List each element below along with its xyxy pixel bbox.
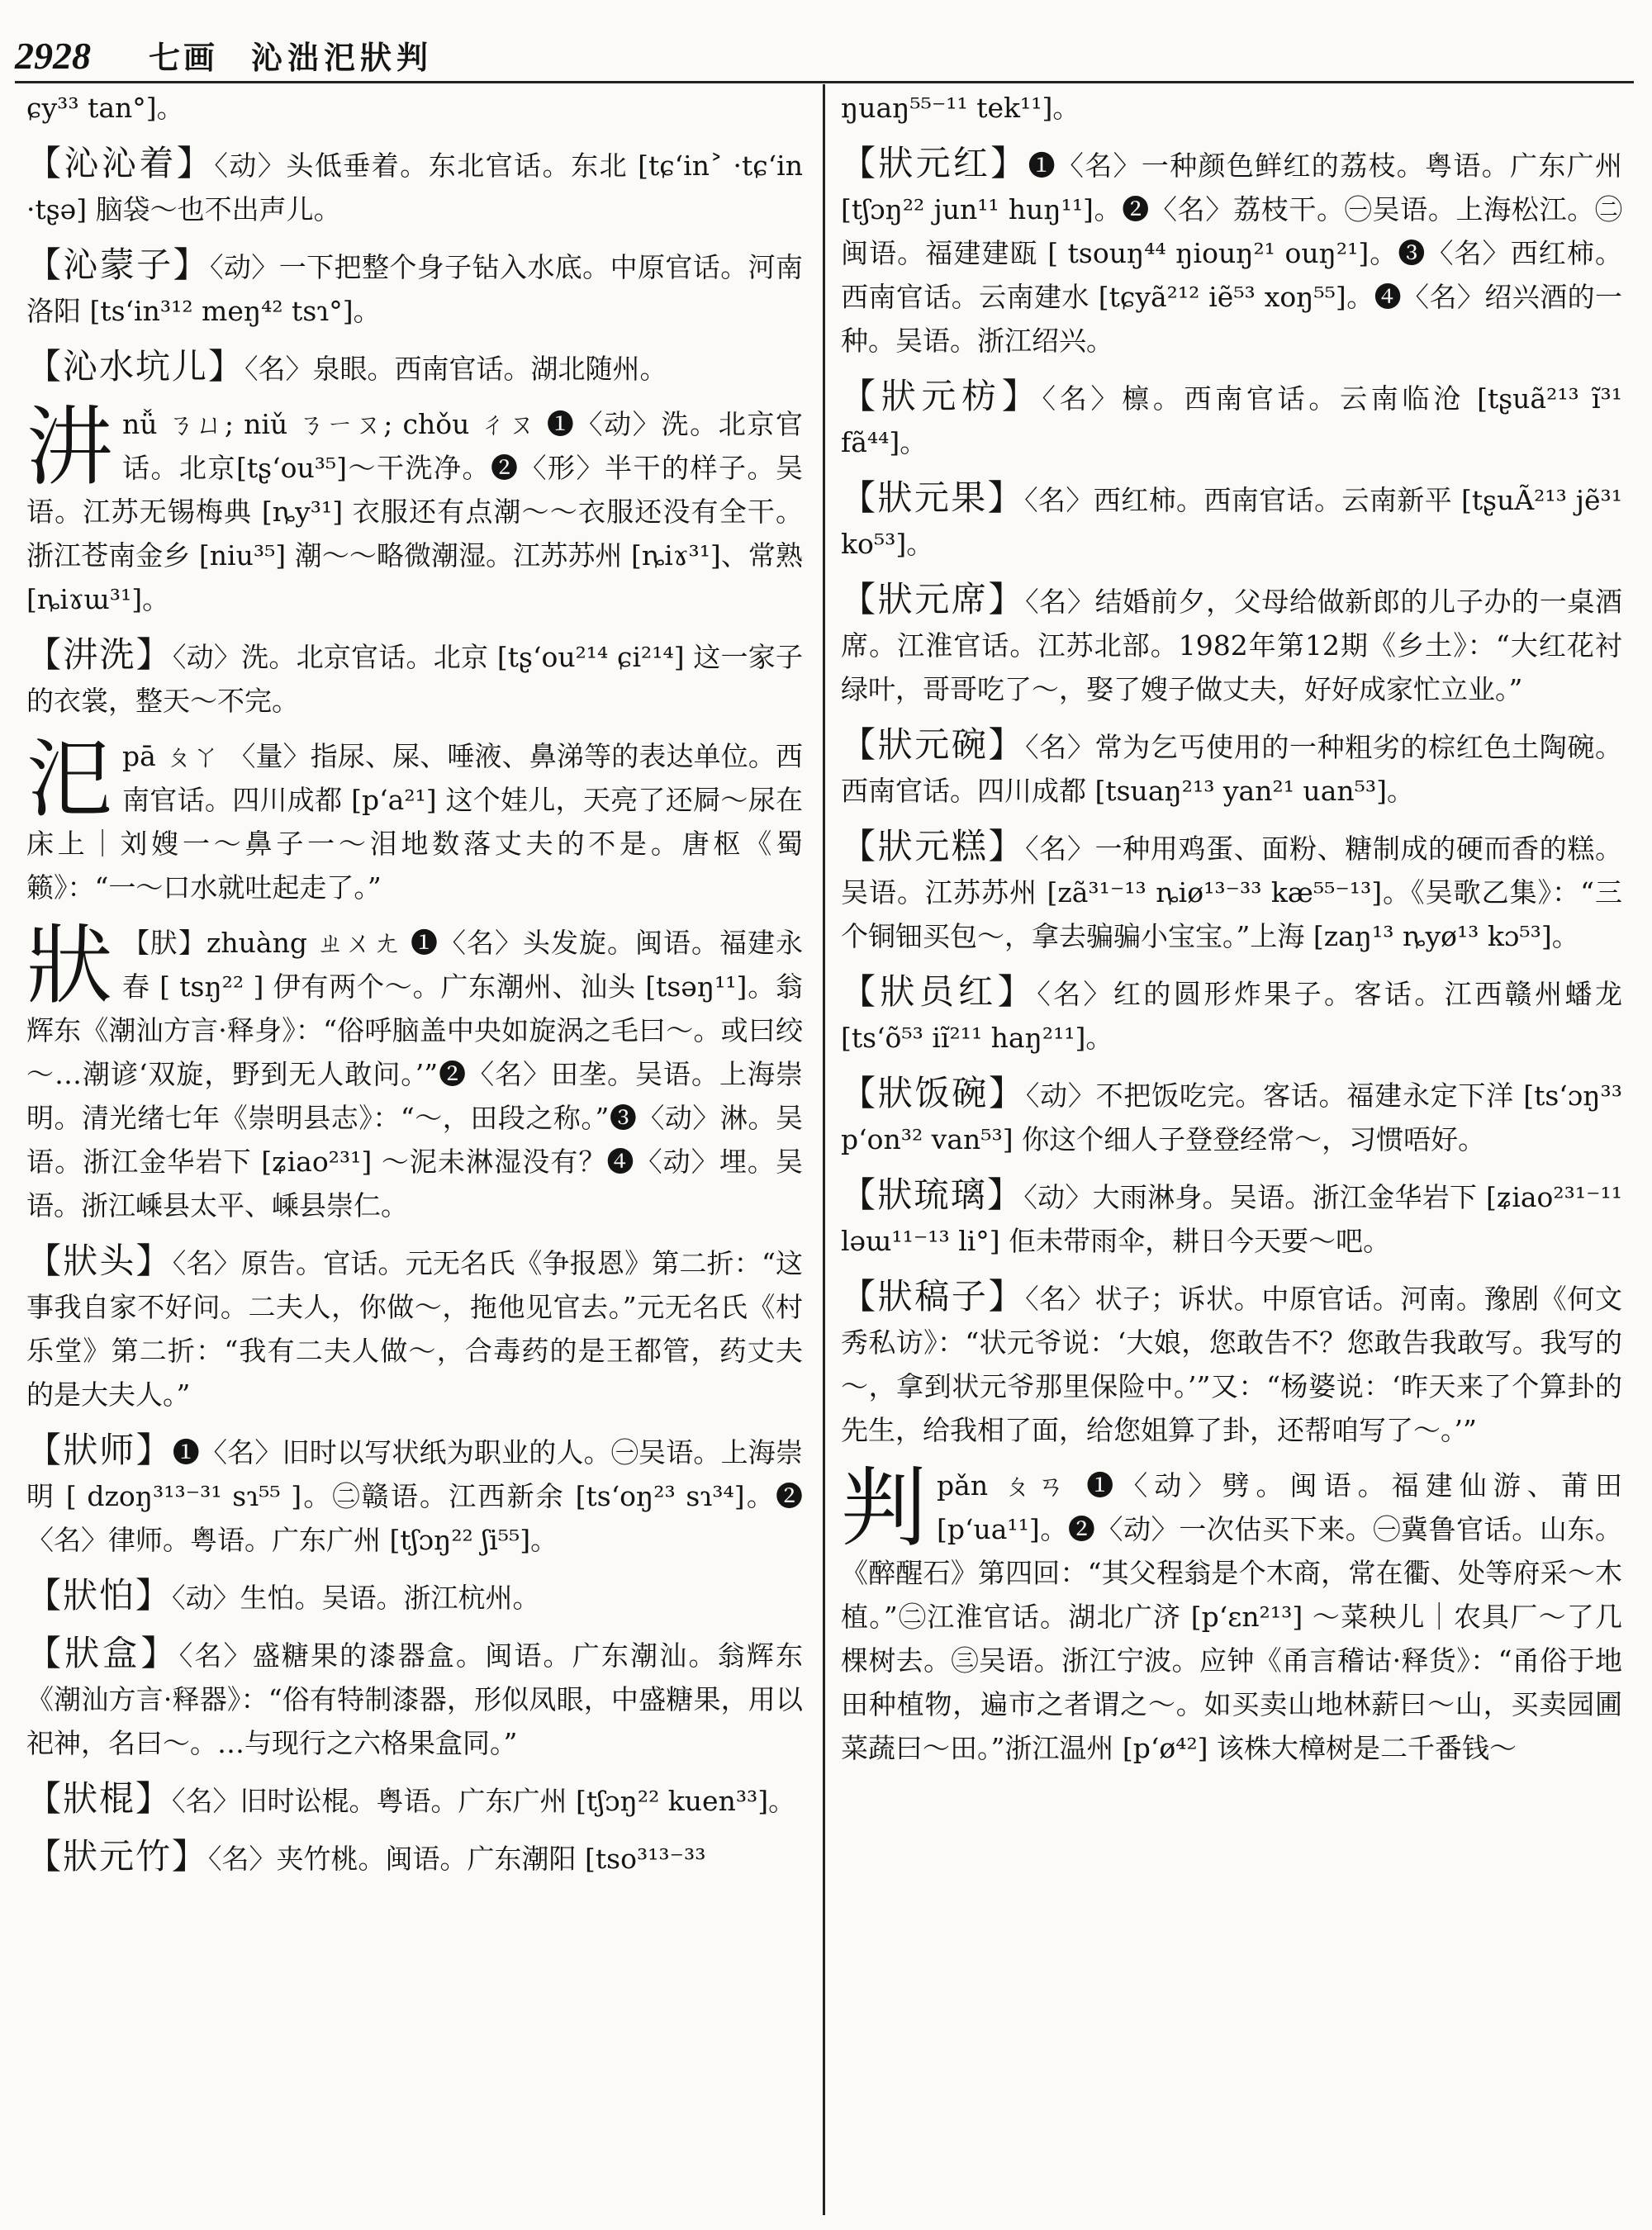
entry-headword: 【狀头】 [26, 1241, 173, 1281]
entry-char-nu [26, 396, 803, 621]
entry-definition: nǚ ㄋㄩ; niǔ ㄋㄧㄡ; chǒu ㄔㄡ ❶〈动〉洗。北京官话。北京[tʂʻou³⁵]～干洗净。❷〈形〉半干的样子。吴语。江苏无锡梅典 [ȵy³¹] 衣服还有点潮～～衣服还没有全干。浙江苍南金乡 [niu³⁵] 潮～～略微潮湿。江苏苏州 [ȵiɤ³¹]、常熟 [ȵiɤɯ³¹]。 [26, 408, 803, 615]
entry-definition: 〈名〉夹竹桃。闽语。广东潮阳 [tso³¹³⁻³³ [208, 1843, 706, 1875]
entry-headword: 【狀棍】 [26, 1778, 173, 1819]
entry-headword: 【狀元果】 [841, 477, 1025, 518]
entry-zhuanggaozi [841, 1274, 1622, 1452]
entry-headword: 【狀元枋】 [841, 376, 1042, 416]
entry-zhuanghe [26, 1631, 803, 1765]
entry-definition: 〈动〉不把饭吃完。客话。福建永定下洋 [tsʻɔŋ³³ pʻon³² van⁵³] 你这个细人子登登经常～，习惯唔好。 [841, 1079, 1622, 1155]
entry-char-pa [26, 728, 803, 909]
entry-definition: 〈名〉状子；诉状。中原官话。河南。豫剧《何文秀私访》：“状元爷说：‘大娘，您敢告不？您敢告我敢写。我写的～，拿到状元爷那里保险中。’”又：“杨婆说：‘昨天来了个算卦的先生，给我相了面，给您姐算了卦，还帮咱写了～。’” [841, 1283, 1622, 1446]
entry-headword: 【狀元红】 [841, 143, 1028, 183]
entry-zhuangyuanfang [841, 374, 1622, 464]
entry-zhuangyuanhong [841, 141, 1622, 363]
header-rule [15, 81, 1634, 83]
entry-headword: 【狀师】 [26, 1430, 173, 1470]
entry-headword: 【狀饭碗】 [841, 1073, 1026, 1113]
entry-definition: 〈动〉一下把整个身子钻入水底。中原官话。河南洛阳 [tsʻin³¹² meŋ⁴² tsɿ°]。 [26, 251, 803, 327]
entry-headword: 【狀稿子】 [841, 1276, 1026, 1317]
character-headword: 狀 [26, 915, 113, 1016]
entry-headword: 【狀员红】 [841, 971, 1037, 1012]
page-header [15, 8, 1634, 78]
entry-zhuangyuanxi [841, 577, 1622, 711]
page-number: 2928 [15, 35, 91, 77]
stroke-section-label: 七画 [149, 39, 219, 76]
entry-zhuangliuli [841, 1173, 1622, 1263]
entry-qinshuikenger [26, 344, 803, 391]
entry-definition: pǎn ㄆㄢ ❶〈动〉劈。闽语。福建仙游、莆田 [pʻua¹¹]。❷〈动〉一次估买下来。㊀冀鲁官话。山东。《醉醒石》第四回：“其父程翁是个木商，常在衢、处等府采～木植。”㊁江淮官话。湖北广济 [pʻɛn²¹³] ～菜秧儿｜农具厂～了几棵树去。㊂吴语。浙江宁波。应钟《甬言稽诂·释货》：“甬俗于地田种植物，遍市之者谓之～。如买卖山地林薪曰～山，买卖园圃菜蔬曰～田。”浙江温州 [pʻø⁴²] 该株大樟树是二千番钱～ [841, 1469, 1622, 1764]
character-headword: 判 [841, 1458, 928, 1559]
entry-definition: 〈名〉西红柿。西南官话。云南新平 [tʂuÃ²¹³ jẽ³¹ ko⁵³]。 [841, 484, 1622, 560]
entry-definition: ❶〈名〉一种颜色鲜红的荔枝。粤语。广东广州 [tʃɔŋ²² jun¹¹ huŋ¹¹]。❷〈名〉荔枝干。㊀吴语。上海松江。㊁闽语。福建建瓯 [ tsouŋ⁴⁴ ŋiouŋ²¹ ouŋ²¹]。❸〈名〉西红柿。西南官话。云南建水 [tɕyã²¹² iẽ⁵³ xoŋ⁵⁵]。❹〈名〉绍兴酒的一种。吴语。浙江绍兴。 [841, 149, 1622, 357]
entry-definition: 〈名〉一种用鸡蛋、面粉、糖制成的硬而香的糕。吴语。江苏苏州 [zã³¹⁻¹³ ȵiø¹³⁻³³ kæ⁵⁵⁻¹³]。《吴歌乙集》：“三个铜钿买包～，拿去骗骗小宝宝。”上海 [zaŋ¹³ ȵyø¹³ kɔ⁵³]。 [841, 833, 1622, 952]
entry-zhuangfanwan [841, 1071, 1622, 1161]
entry-headword: 【沁水坑儿】 [26, 346, 245, 387]
left-column [26, 86, 803, 2221]
entry-definition: 〈名〉盛糖果的漆器盒。闽语。广东潮汕。翁辉东《潮汕方言·释器》：“俗有特制漆器，形似凤眼，中盛糖果，用以祀神，名曰～。…与现行之六格果盒同。” [26, 1639, 803, 1759]
entry-definition: 〈动〉头低垂着。东北官话。东北 [tɕʻin˃ ·tɕʻin ·tʂə] 脑袋～也不出声儿。 [26, 149, 803, 225]
entry-definition: 〈名〉结婚前夕，父母给做新郎的儿子办的一桌酒席。江淮官话。江苏北部。1982年第12期《乡土》：“大红花衬绿叶，哥哥吃了～，娶了嫂子做丈夫，好好成家忙立业。” [841, 586, 1622, 705]
entry-zhuangshi [26, 1428, 803, 1562]
entry-definition: 〈名〉泉眼。西南官话。湖北随州。 [244, 353, 667, 385]
entry-headword: 【狀元席】 [841, 579, 1026, 619]
entry-definition: ❶〈名〉旧时以写状纸为职业的人。㊀吴语。上海崇明 [ dzoŋ³¹³⁻³¹ sɿ⁵⁵ ]。㊁赣语。江西新余 [tsʻoŋ²³ sɿ³⁴]。❷〈名〉律师。粤语。广东广州 [tʃɔŋ²² ʃi⁵⁵]。 [26, 1436, 803, 1556]
entry-definition: 〈动〉生怕。吴语。浙江杭州。 [172, 1582, 540, 1614]
entry-definition: 〈名〉原告。官话。元无名氏《争报恩》第二折：“这事我自家不好问。二夫人，你做～，拖他见官去。”元无名氏《村乐堂》第二折：“我有二夫人做～，合毒药的是王都管，药丈夫的是大夫人。” [26, 1247, 803, 1411]
entry-definition: pā ㄆㄚ 〈量〉指尿、屎、唾液、鼻涕等的表达单位。西南官话。四川成都 [pʻa²¹] 这个娃儿，天亮了还屙～尿在床上｜刘嫂一～鼻子一～泪地数落丈夫的不是。唐枢《蜀籁》：“一～口水就吐起走了。” [26, 740, 803, 904]
entry-zhuangyuanzhu [26, 1834, 803, 1881]
entry-headword: 【沁沁着】 [26, 143, 215, 183]
entry-nuxi [26, 633, 803, 723]
entry-definition: 〈名〉红的圆形炸果子。客话。江西赣州蟠龙 [tsʻõ⁵³ iĩ²¹¹ haŋ²¹¹]。 [841, 978, 1622, 1054]
entry-qinmengzi [26, 243, 803, 333]
entry-zhuangyuangao [841, 824, 1622, 958]
entry-qinqinzhe [26, 141, 803, 231]
entry-zhuangyuanhong-fritter [841, 970, 1622, 1060]
entry-headword: 【狀盒】 [26, 1633, 179, 1673]
character-headword: 汫 [26, 396, 113, 497]
header-characters: 沁泏汜狀判 [251, 39, 434, 76]
right-column [841, 86, 1622, 2221]
entry-headword: 【沁蒙子】 [26, 244, 211, 285]
continuation-text: ŋuaŋ⁵⁵⁻¹¹ tek¹¹]。 [841, 92, 1080, 124]
entry-definition: 〈动〉洗。北京官话。北京 [tʂʻou²¹⁴ ɕi²¹⁴] 这一家子的衣裳，整天～不完。 [26, 641, 803, 717]
entry-definition: 〈名〉旧时讼棍。粤语。广东广州 [tʃɔŋ²² kuen³³]。 [172, 1785, 796, 1817]
entry-zhuangtou [26, 1239, 803, 1416]
entry-headword: 【狀元碗】 [841, 724, 1026, 765]
entry-headword: 【狀怕】 [26, 1575, 173, 1616]
entry-char-pan [841, 1458, 1622, 1770]
continuation-text: ɕy³³ tan°]。 [26, 92, 184, 124]
character-headword: 汜 [26, 728, 113, 829]
entry-headword: 【汫洗】 [26, 634, 173, 675]
entry-headword: 【狀元糕】 [841, 826, 1026, 866]
entry-zhuangyuanguo [841, 476, 1622, 566]
entry-zhuangyuanwan [841, 723, 1622, 813]
entry-definition: 〈名〉常为乞丐使用的一种粗劣的棕红色土陶碗。西南官话。四川成都 [tsuaŋ²¹³ yan²¹ uan⁵³]。 [841, 731, 1622, 807]
entry-char-zhuang [26, 915, 803, 1227]
column-divider [823, 84, 825, 2215]
entry-definition: 〈名〉檩。西南官话。云南临沧 [tʂuã²¹³ ĩ³¹ fã⁴⁴]。 [841, 382, 1622, 458]
entry-definition: 〈动〉大雨淋身。吴语。浙江金华岩下 [ʑiao²³¹⁻¹¹ ləɯ¹¹⁻¹³ li°] 佢未带雨伞，耕日今天要～吧。 [841, 1181, 1622, 1257]
entry-headword: 【狀元竹】 [26, 1836, 209, 1877]
entry-headword: 【狀琉璃】 [841, 1174, 1024, 1215]
entry-zhuangpa [26, 1573, 803, 1620]
entry-zhuanggun [26, 1777, 803, 1823]
entry-definition: 【肰】zhuàng ㄓㄨㄤ ❶〈名〉头发旋。闽语。福建永春 [ tsŋ²² ] 伊有两个～。广东潮州、汕头 [tsəŋ¹¹]。翁辉东《潮汕方言·释身》：“俗呼脑盖中央如旋涡之毛曰～。或曰绞～…潮谚‘双旋，野到无人敢问。’”❷〈名〉田垄。吴语。上海崇明。清光绪七年《崇明县志》：“～，田段之称。”❸〈动〉淋。吴语。浙江金华岩下 [ʑiao²³¹] ～泥未淋湿没有？❹〈动〉埋。吴语。浙江嵊县太平、嵊县崇仁。 [26, 927, 803, 1222]
